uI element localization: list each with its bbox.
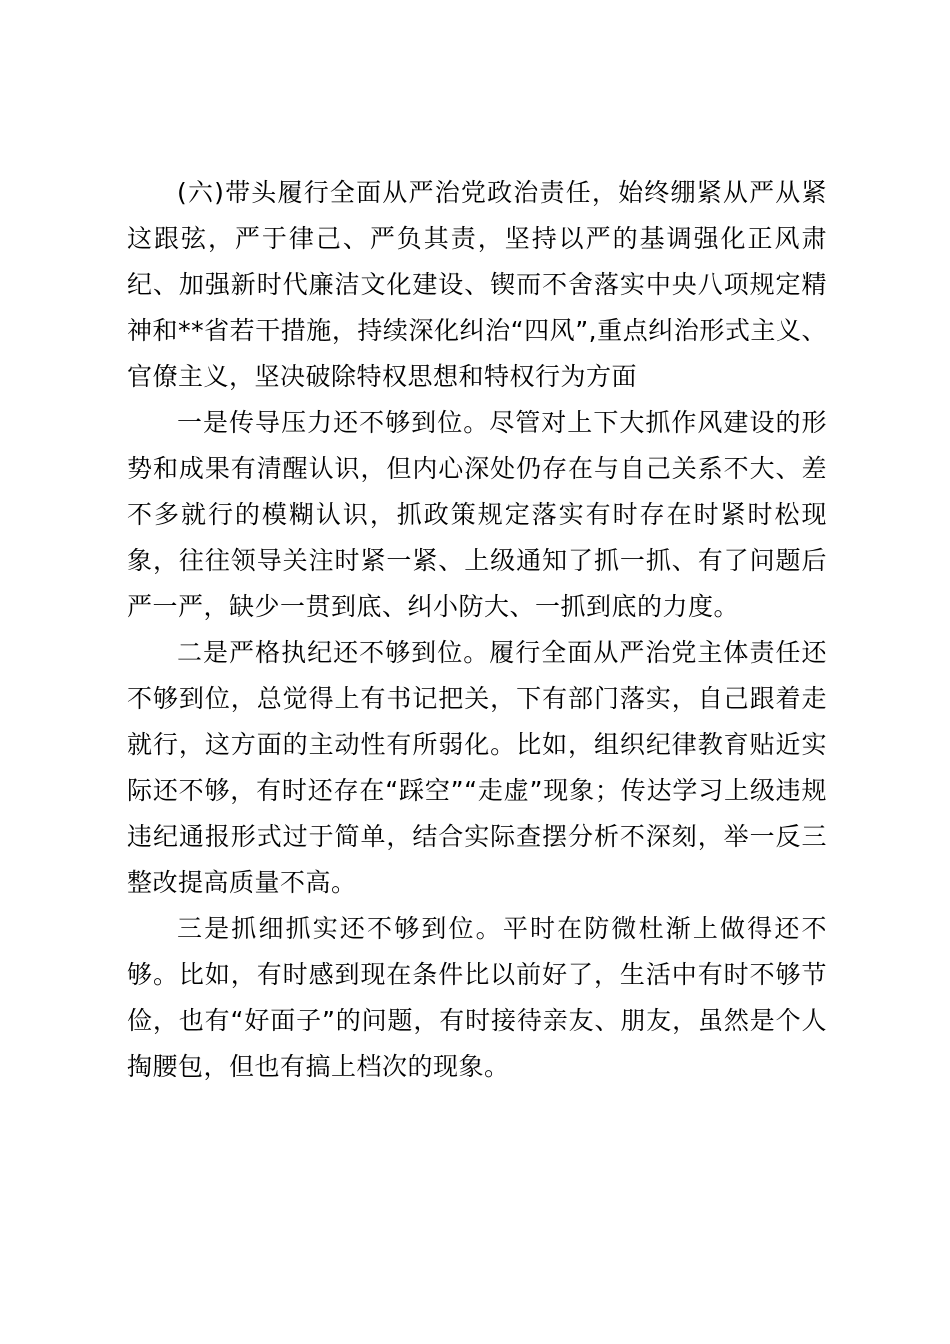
point-one-paragraph: 一是传导压力还不够到位。尽管对上下大抓作风建设的形势和成果有清醒认识，但内心深处仍存在与自己关系不大、差不多就行的模糊认识，抓政策规定落实有时存在时紧时松现象，往往领导关注时紧一紧、上级通知了抓一抓、有了问题后严一严，缺少一贯到底、纠小防大、一抓到底的力度。 — [127, 408, 827, 621]
point-two-paragraph: 二是严格执纪还不够到位。履行全面从严治党主体责任还不够到位，总觉得上有书记把关，下有部门落实，自己跟着走就行，这方面的主动性有所弱化。比如，组织纪律教育贴近实际还不够，有时还存在“踩空”“走虚”现象；传达学习上级违规违纪通报形式过于简单，结合实际查摆分析不深刻，举一反三整改提高质量不高。 — [127, 638, 827, 897]
document-body — [127, 170, 827, 1090]
section-six-paragraph: (六)带头履行全面从严治党政治责任，始终绷紧从严从紧这跟弦，严于律己、严负其责，坚持以严的基调强化正风肃纪、加强新时代廉洁文化建设、锲而不舍落实中央八项规定精神和**省若干措施，持续深化纠治“四风”,重点纠治形式主义、官僚主义，坚决破除特权思想和特权行为方面 — [127, 178, 827, 391]
point-three-paragraph: 三是抓细抓实还不够到位。平时在防微杜渐上做得还不够。比如，有时感到现在条件比以前好了，生活中有时不够节俭，也有“好面子”的问题，有时接待亲友、朋友，虽然是个人掏腰包，但也有搞上档次的现象。 — [127, 914, 827, 1081]
